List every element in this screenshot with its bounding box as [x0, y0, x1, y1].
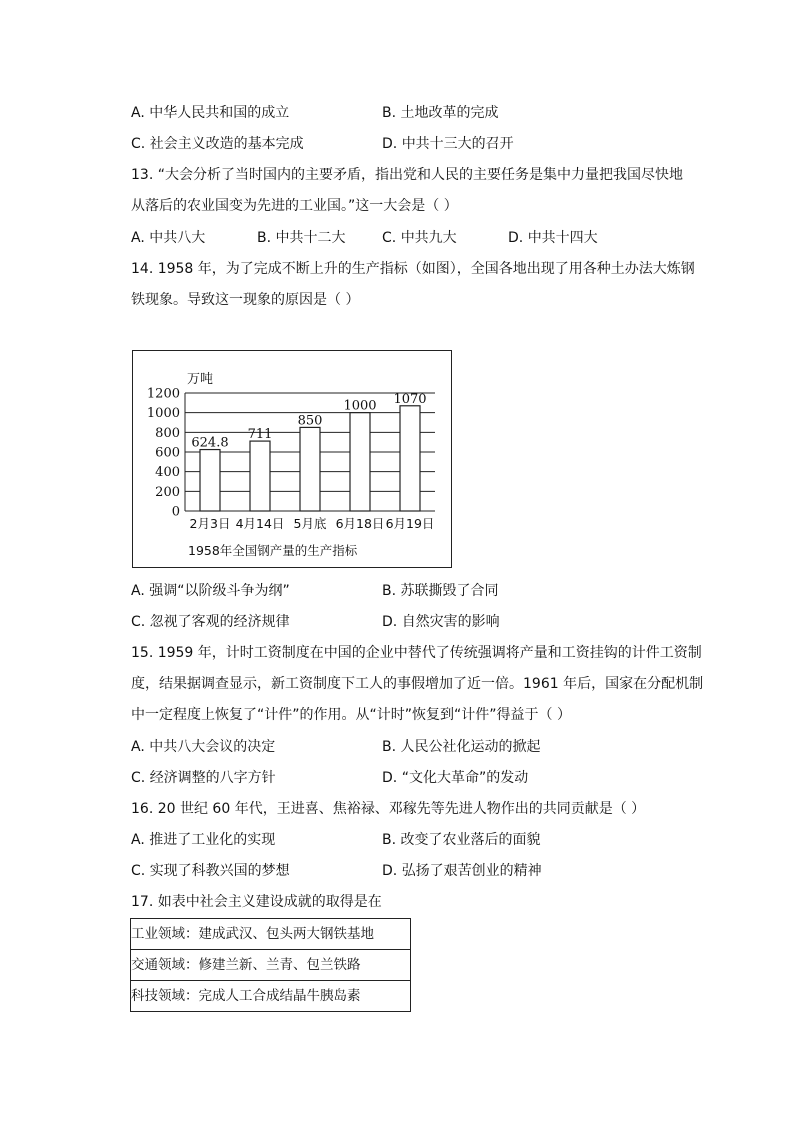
option-text: 中共八大会议的决定 — [149, 739, 276, 755]
option-letter: B. — [382, 739, 397, 755]
x-tick-label: 2月3日 — [189, 516, 231, 531]
option-text: 人民公社化运动的掀起 — [400, 739, 541, 755]
option-letter: C. — [131, 770, 146, 786]
option-letter: A. — [131, 583, 145, 599]
option-d — [382, 768, 528, 788]
question-15-stem: 15. 1959 年，计时工资制度在中国的企业中替代了传统强调将产量和工资挂钩的计件工资制 — [131, 645, 702, 661]
table-cell: 交通领域：修建兰新、兰青、包兰铁路 — [131, 950, 411, 981]
option-letter: D. — [508, 230, 524, 246]
option-text: 中共十四大 — [527, 230, 598, 246]
table-row — [131, 950, 411, 981]
chart-svg — [133, 351, 453, 569]
option-b — [257, 228, 346, 248]
option-c — [131, 612, 290, 632]
option-d — [382, 134, 514, 154]
option-text: “文化大革命”的发动 — [401, 770, 529, 786]
option-text: 中华人民共和国的成立 — [149, 105, 290, 121]
option-b — [382, 830, 541, 850]
option-text: 土地改革的完成 — [400, 105, 499, 121]
y-tick-label: 200 — [155, 484, 180, 500]
option-text: 实现了科教兴国的梦想 — [149, 863, 290, 879]
bar-value-label: 1070 — [393, 391, 427, 407]
option-letter: C. — [382, 230, 397, 246]
option-letter: B. — [382, 583, 397, 599]
table-cell: 工业领域：建成武汉、包头两大钢铁基地 — [131, 919, 411, 950]
question-17-stem: 17. 如表中社会主义建设成就的取得是在 — [131, 894, 382, 910]
option-text: 弘扬了艰苦创业的精神 — [401, 863, 542, 879]
question-15-stem-cont: 中一定程度上恢复了“计件”的作用。从“计时”恢复到“计件”得益于（ ） — [131, 707, 571, 723]
option-letter: C. — [131, 614, 146, 630]
option-letter: A. — [131, 832, 145, 848]
x-tick-label: 4月14日 — [235, 516, 285, 531]
option-d — [382, 861, 542, 881]
option-text: 自然灾害的影响 — [401, 614, 500, 630]
option-c — [131, 861, 290, 881]
y-tick-label: 400 — [155, 465, 180, 481]
option-letter: B. — [382, 832, 397, 848]
y-axis-unit-label: 万吨 — [187, 372, 214, 387]
chart-caption: 1958年全国钢产量的生产指标 — [188, 543, 358, 558]
bar — [200, 450, 220, 511]
option-c — [382, 228, 457, 248]
option-a — [131, 103, 289, 123]
bar — [250, 441, 270, 511]
bar-value-label: 624.8 — [191, 435, 229, 451]
option-text: 苏联撕毁了合同 — [400, 583, 499, 599]
option-text: 强调“以阶级斗争为纲” — [149, 583, 290, 599]
question-13-stem-cont: 从落后的农业国变为先进的工业国。”这一大会是（ ） — [131, 198, 458, 214]
question-14-stem-cont: 铁现象。导致这一现象的原因是（ ） — [131, 292, 360, 308]
achievements-table — [130, 918, 411, 1012]
option-c — [131, 134, 304, 154]
option-letter: A. — [131, 105, 145, 121]
option-b — [382, 581, 499, 601]
option-text: 改变了农业落后的面貌 — [400, 832, 541, 848]
option-letter: B. — [257, 230, 272, 246]
bar-value-label: 1000 — [343, 398, 377, 414]
option-text: 社会主义改造的基本完成 — [149, 136, 304, 152]
option-letter: C. — [131, 863, 146, 879]
option-letter: A. — [131, 230, 145, 246]
bar-value-label: 850 — [297, 413, 323, 429]
bar — [350, 413, 370, 511]
option-text: 忽视了客观的经济规律 — [149, 614, 290, 630]
table-cell: 科技领域：完成人工合成结晶牛胰岛素 — [131, 981, 411, 1012]
question-13-stem: 13. “大会分析了当时国内的主要矛盾，指出党和人民的主要任务是集中力量把我国尽快地 — [131, 167, 683, 183]
x-tick-label: 6月19日 — [385, 516, 435, 531]
bar-value-label: 711 — [247, 427, 273, 443]
option-a — [131, 581, 290, 601]
y-tick-label: 800 — [155, 425, 180, 441]
option-letter: D. — [382, 614, 398, 630]
option-c — [131, 768, 276, 788]
option-letter: D. — [382, 136, 398, 152]
option-text: 中共十三大的召开 — [401, 136, 514, 152]
y-tick-label: 0 — [171, 504, 180, 520]
option-b — [382, 737, 541, 757]
bar-chart — [132, 350, 452, 568]
option-letter: D. — [382, 863, 398, 879]
option-text: 推进了工业化的实现 — [149, 832, 276, 848]
option-text: 中共九大 — [400, 230, 457, 246]
option-letter: D. — [382, 770, 398, 786]
question-15-stem-cont: 度，结果据调查显示，新工资制度下工人的事假增加了近一倍。1961 年后，国家在分配机制 — [131, 676, 704, 692]
y-tick-label: 600 — [155, 445, 180, 461]
table-row — [131, 981, 411, 1012]
bar — [400, 406, 420, 511]
x-tick-label: 5月底 — [293, 516, 327, 531]
option-text: 中共八大 — [149, 230, 206, 246]
y-tick-label: 1000 — [146, 406, 180, 422]
bar — [300, 427, 320, 511]
option-letter: A. — [131, 739, 145, 755]
option-b — [382, 103, 499, 123]
option-a — [131, 228, 205, 248]
option-text: 经济调整的八字方针 — [149, 770, 276, 786]
option-d — [508, 228, 598, 248]
table-row — [131, 919, 411, 950]
option-d — [382, 612, 500, 632]
question-16-stem: 16. 20 世纪 60 年代，王进喜、焦裕禄、邓稼先等先进人物作出的共同贡献是（ ） — [131, 801, 646, 817]
option-letter: C. — [131, 136, 146, 152]
option-text: 中共十二大 — [275, 230, 346, 246]
y-tick-label: 1200 — [146, 386, 180, 402]
x-tick-label: 6月18日 — [335, 516, 385, 531]
option-a — [131, 830, 275, 850]
option-a — [131, 737, 275, 757]
question-14-stem: 14. 1958 年，为了完成不断上升的生产指标（如图），全国各地出现了用各种土办法大炼钢 — [131, 261, 695, 277]
option-letter: B. — [382, 105, 397, 121]
